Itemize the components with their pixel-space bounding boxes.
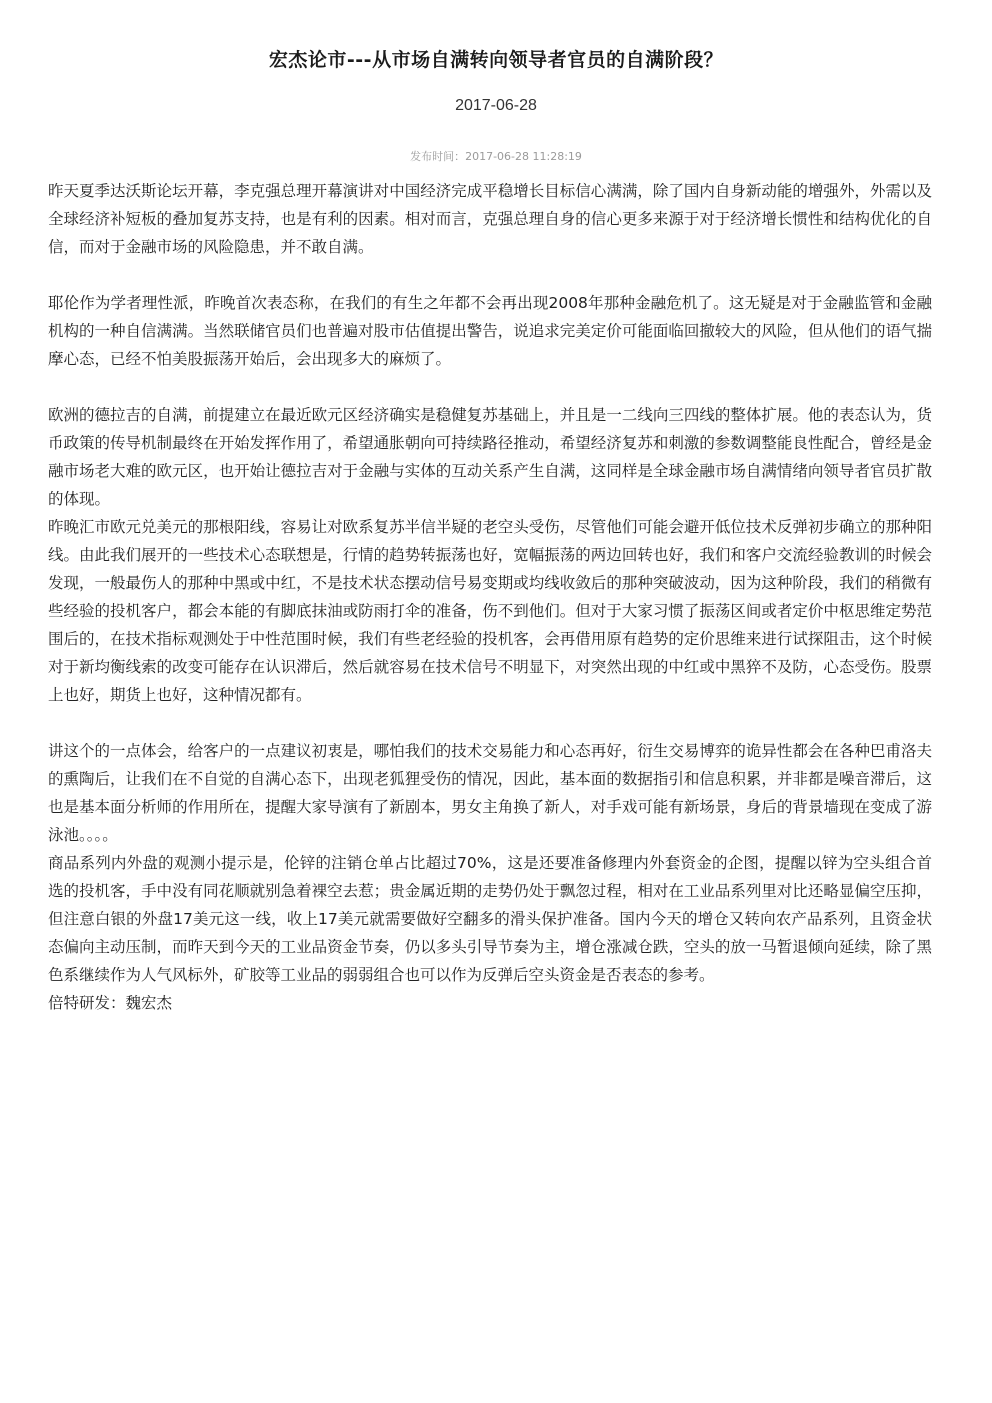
paragraph-1: 昨天夏季达沃斯论坛开幕，李克强总理开幕演讲对中国经济完成平稳增长目标信心满满，除了国内自身新动能的增强外，外需以及全球经济补短板的叠加复苏支持，也是有利的因素。相对而言，克强总理自身的信心更多来源于对于经济增长惯性和结构优化的自信，而对于金融市场的风险隐患，并不敢自满。 xyxy=(48,182,932,256)
author-signature: 倍特研发：魏宏杰 xyxy=(48,994,173,1012)
paragraph-3: 欧洲的德拉吉的自满，前提建立在最近欧元区经济确实是稳健复苏基础上，并且是一二线向三四线的整体扩展。他的表态认为，货币政策的传导机制最终在开始发挥作用了，希望通胀朝向可持续路径推动，希望经济复苏和刺激的参数调整能良性配合，曾经是金融市场老大难的欧元区，也开始让德拉吉对于金融与实体的互动关系产生自满，这同样是全球金融市场自满情绪向领导者官员扩散的体现。 xyxy=(48,406,932,508)
article-date: 2017-06-28 xyxy=(455,97,537,114)
article-title: 宏杰论市---从市场自满转向领导者官员的自满阶段？ xyxy=(268,49,724,71)
paragraph-4: 昨晚汇市欧元兑美元的那根阳线，容易让对欧系复苏半信半疑的老空头受伤，尽管他们可能会避开低位技术反弹初步确立的那种阳线。由此我们展开的一些技术心态联想是，行情的趋势转振荡也好，宽幅振荡的两边回转也好，我们和客户交流经验教训的时候会发现，一般最伤人的那种中黑或中红，不是技术状态摆动信号易变期或均线收敛后的那种突破波动，因为这种阶段，我们的稍微有些经验的投机客户，都会本能的有脚底抹油或防雨打伞的准备，伤不到他们。但对于大家习惯了振荡区间或者定价中枢思维定势范围后的，在技术指标观测处于中性范围时候，我们有些老经验的投机客，会再借用原有趋势的定价思维来进行试探阻击，这个时候对于新均衡线索的改变可能存在认识滞后，然后就容易在技术信号不明显下，对突然出现的中红或中黑猝不及防，心态受伤。股票上也好，期货上也好，这种情况都有。 xyxy=(48,518,932,704)
paragraph-6: 商品系列内外盘的观测小提示是，伦锌的注销仓单占比超过70%，这是还要准备修理内外套资金的企图，提醒以锌为空头组合首选的投机客，手中没有同花顺就别急着裸空去惹；贵金属近期的走势仍处于飘忽过程，相对在工业品系列里对比还略显偏空压抑，但注意白银的外盘17美元这一线，收上17美元就需要做好空翻多的滑头保护准备。国内今天的增仓又转向农产品系列，且资金状态偏向主动压制，而昨天到今天的工业品资金节奏，仍以多头引导节奏为主，增仓涨减仓跌，空头的放一马暂退倾向延续，除了黑色系继续作为人气风标外，矿胶等工业品的弱弱组合也可以作为反弹后空头资金是否表态的参考。 xyxy=(48,854,932,984)
paragraph-5: 讲这个的一点体会，给客户的一点建议初衷是，哪怕我们的技术交易能力和心态再好，衍生交易博弈的诡异性都会在各种巴甫洛夫的熏陶后，让我们在不自觉的自满心态下，出现老狐狸受伤的情况，因此，基本面的数据指引和信息积累，并非都是噪音滞后，这也是基本面分析师的作用所在，提醒大家导演有了新剧本，男女主角换了新人，对手戏可能有新场景，身后的背景墙现在变成了游泳池。。。。 xyxy=(48,742,932,844)
article-body xyxy=(48,177,932,1017)
publish-time: 发布时间：2017-06-28 11:28:19 xyxy=(410,150,582,163)
paragraph-2: 耶伦作为学者理性派，昨晚首次表态称，在我们的有生之年都不会再出现2008年那种金融危机了。这无疑是对于金融监管和金融机构的一种自信满满。当然联储官员们也普遍对股市估值提出警告，说追求完美定价可能面临回撤较大的风险，但从他们的语气揣摩心态，已经不怕美股振荡开始后，会出现多大的麻烦了。 xyxy=(48,294,932,368)
